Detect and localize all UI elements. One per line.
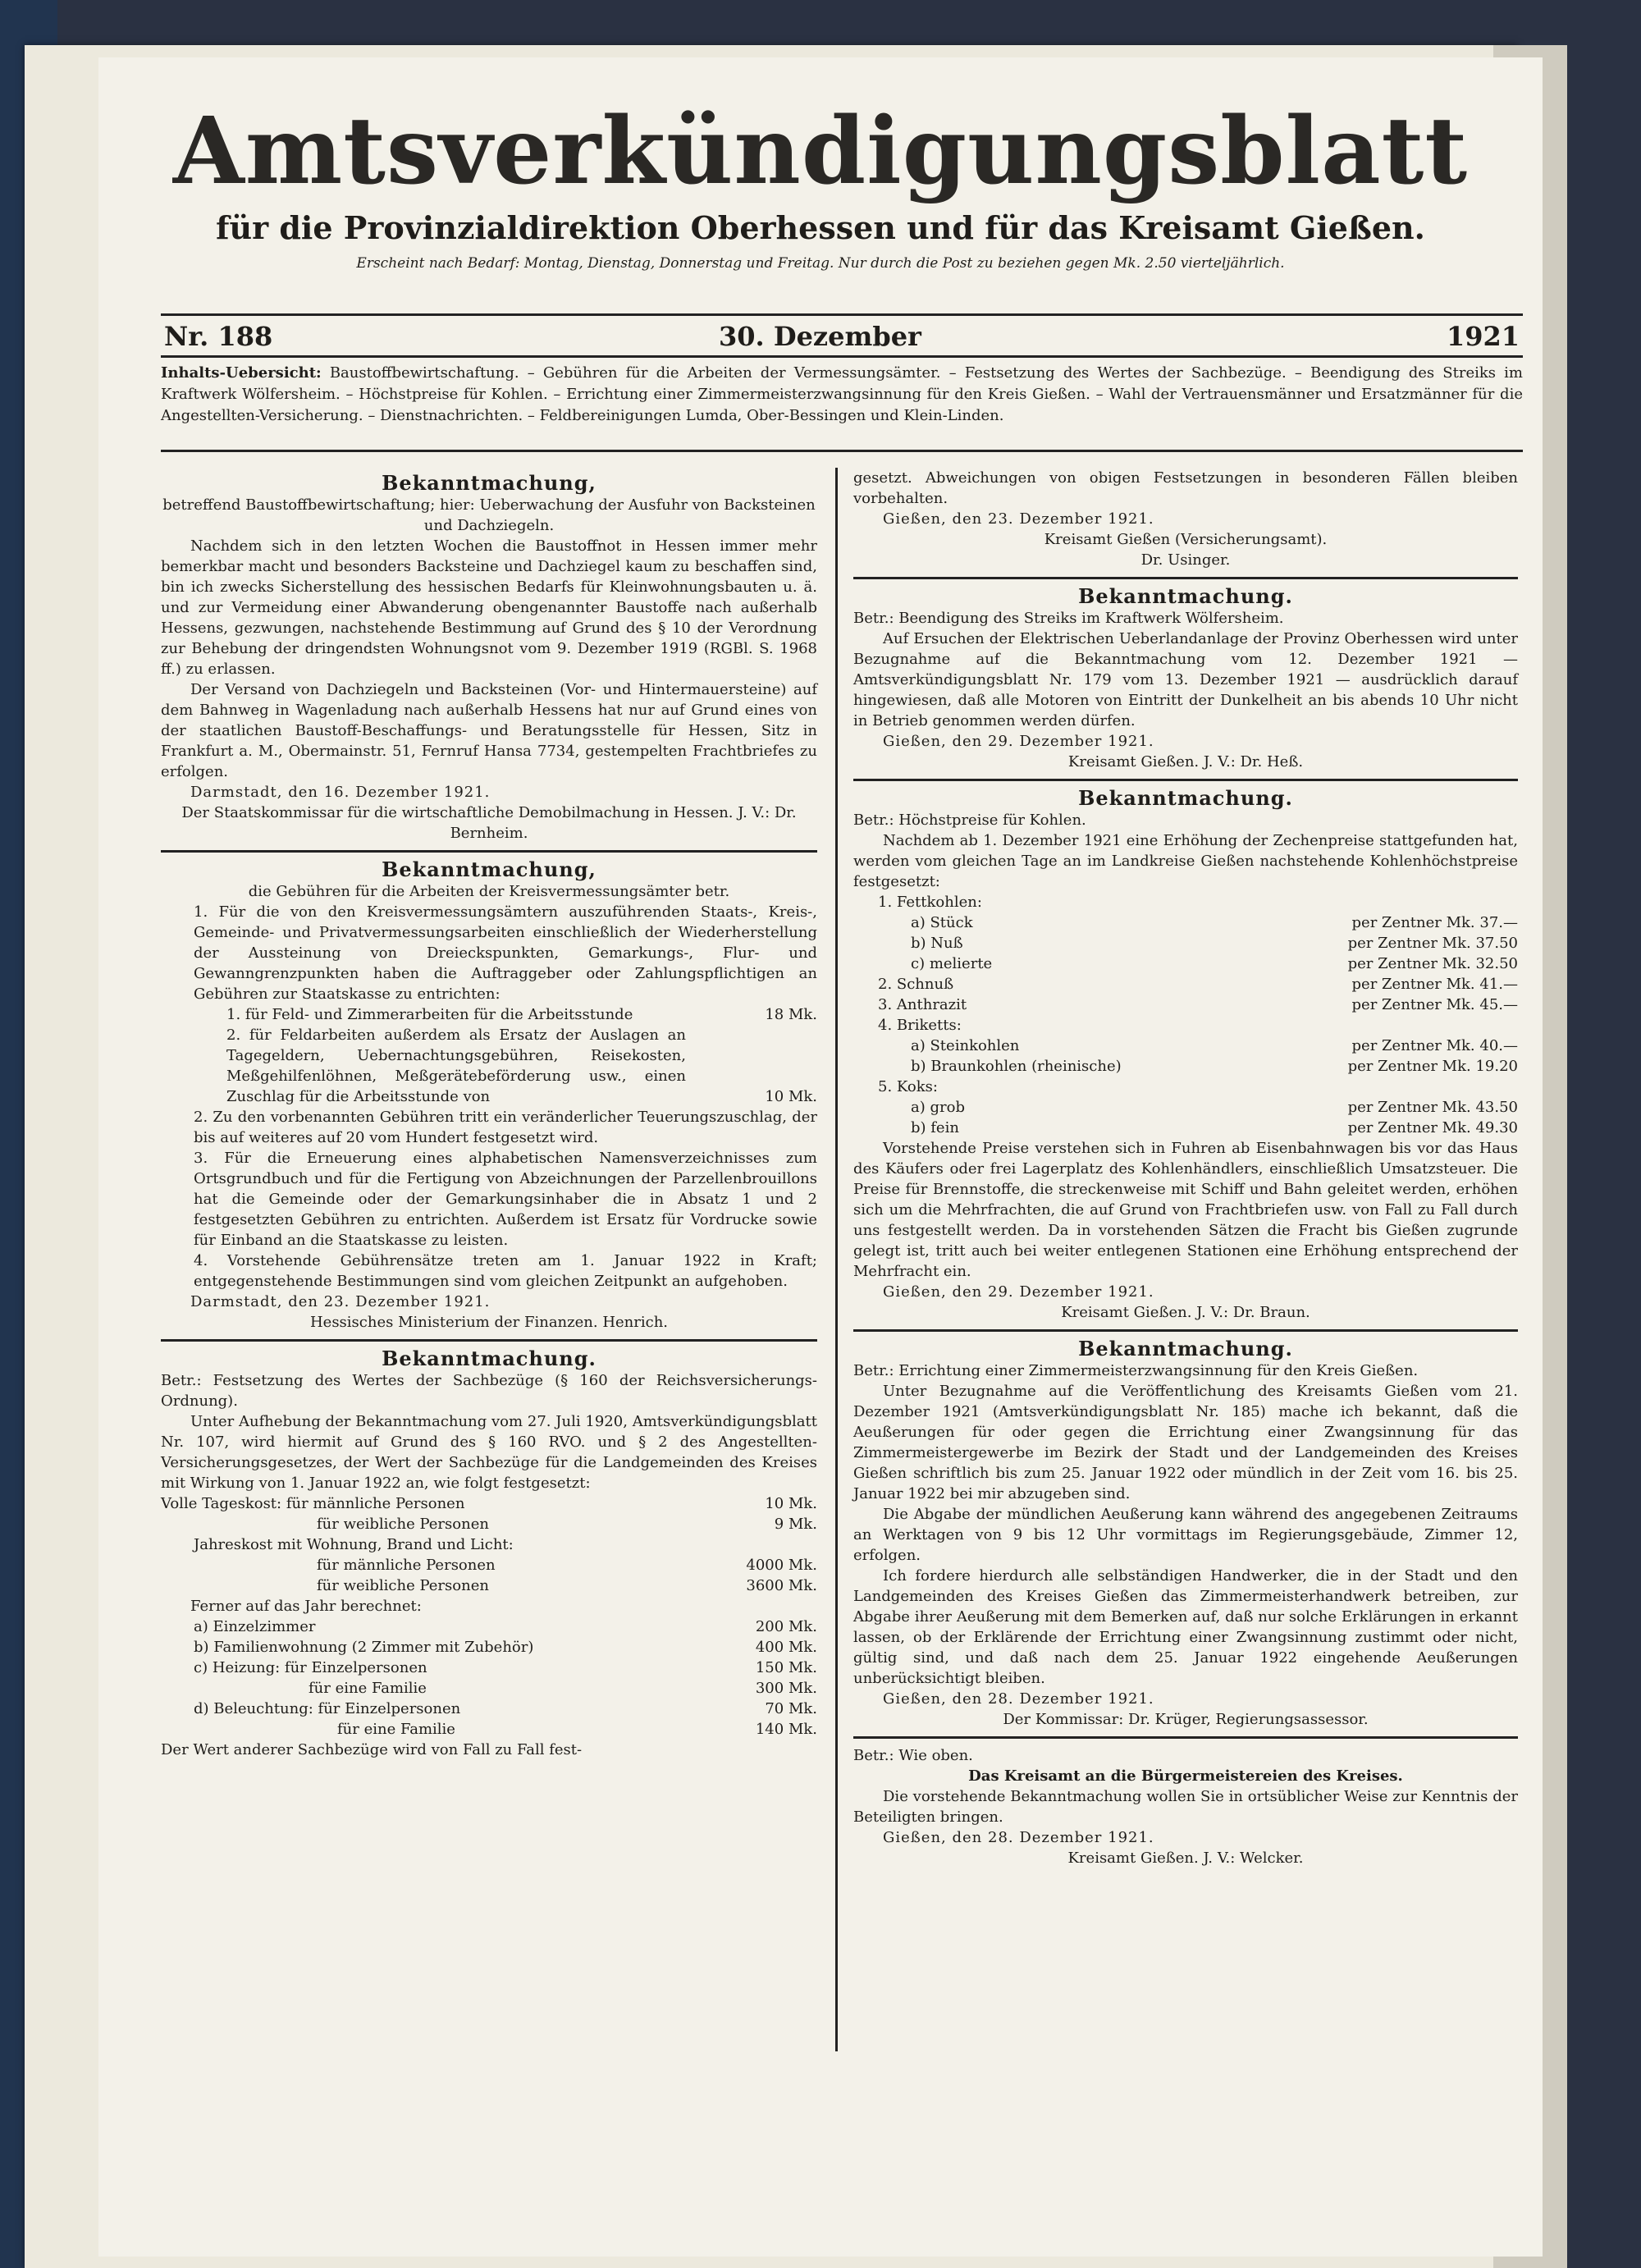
section-rule bbox=[853, 577, 1518, 579]
price-group: 1. Fettkohlen: bbox=[878, 894, 982, 911]
notice-paragraph: Die vorstehende Bekanntmachung wollen Sie in ortsüblicher Weise zur Kenntnis der Beteiligten bringen. bbox=[853, 1788, 1518, 1826]
price-label: 2. Schnuß bbox=[878, 976, 954, 993]
value-row bbox=[161, 1719, 817, 1740]
price-row bbox=[853, 1036, 1518, 1056]
price-row bbox=[853, 1056, 1518, 1077]
masthead-title: Amtsverkündigungsblatt bbox=[172, 98, 1469, 205]
list-item: 2. Zu den vorbenannten Gebühren tritt ein veränderlicher Teuerungszuschlag, der bis auf weiteres auf 20 vom Hundert festgesetzt wird. bbox=[194, 1109, 817, 1146]
notice-paragraph: Der Versand von Dachziegeln und Backsteinen (Vor- und Hintermauersteine) auf dem Bahnweg in Wagenladung nach außerhalb Hessens hat nur auf Grund eines von der staatlichen Baustoff-Beschaffungs- und Beratungsstelle für Hessen, Sitz in Frankfurt a. M., Obermainstr. 51, Fernruf Hansa 7734, gestempelten Frachtbriefes zu erfolgen. bbox=[161, 681, 817, 780]
value-amount: 400 Mk. bbox=[755, 1639, 817, 1656]
notice-paragraph: Auf Ersuchen der Elektrischen Ueberlandanlage der Provinz Oberhessen wird unter Bezugnahme auf die Bekanntmachung vom 12. Dezember 1921 — Amtsverkündigungsblatt Nr. 179 vom 13. Dezember 1921 — ausdrücklich darauf hingewiesen, daß alle Motoren von Eintritt der Dunkelheit an bis abends 10 Uhr nicht in Betrieb genommen werden dürfen. bbox=[853, 630, 1518, 729]
value-label: Jahreskost mit Wohnung, Brand und Licht: bbox=[194, 1536, 514, 1553]
notice-paragraph: Unter Aufhebung der Bekanntmachung vom 27. Juli 1920, Amtsverkündigungsblatt Nr. 107, wird hiermit auf Grund des § 160 RVO. und § 2 des Angestellten-Versicherungsgesetzes, der Wert der Sachbezüge für die Landgemeinden des Kreises mit Wirkung von 1. Januar 1922 an, wie folgt festgesetzt: bbox=[161, 1413, 817, 1492]
price-row bbox=[853, 953, 1518, 974]
value-amount: 10 Mk. bbox=[765, 1495, 817, 1512]
value-row bbox=[161, 1616, 817, 1637]
fee-label: 2. für Feldarbeiten außerdem als Ersatz der Auslagen an Tagegeldern, Uebernachtungsgebühren, Reisekosten, Meßgehilfenlöhnen, Meßgerätebeförderung usw., einen Zuschlag für die Arbeitsstunde von bbox=[226, 1027, 686, 1105]
fee-row bbox=[161, 1004, 817, 1025]
price-row bbox=[853, 995, 1518, 1015]
value-label: für eine Familie bbox=[337, 1721, 455, 1738]
left-column bbox=[161, 468, 817, 1760]
price-group: 4. Briketts: bbox=[878, 1017, 962, 1034]
value-amount: 4000 Mk. bbox=[746, 1557, 817, 1574]
right-column bbox=[853, 468, 1518, 1868]
price-label: 3. Anthrazit bbox=[878, 996, 967, 1013]
value-label: für eine Familie bbox=[309, 1680, 427, 1697]
notice-heading: Bekanntmachung. bbox=[1078, 1337, 1293, 1360]
contents-label: Inhalts-Uebersicht: bbox=[161, 364, 322, 382]
value-amount: 200 Mk. bbox=[755, 1618, 817, 1635]
notice-signature: Kreisamt Gießen. J. V.: Welcker. bbox=[1067, 1850, 1304, 1867]
price-label: b) Braunkohlen (rheinische) bbox=[911, 1058, 1122, 1075]
value-label: für weibliche Personen bbox=[317, 1577, 489, 1594]
price-value: per Zentner Mk. 49.30 bbox=[1347, 1119, 1518, 1136]
newspaper-page bbox=[98, 57, 1543, 2257]
notice-date: Gießen, den 29. Dezember 1921. bbox=[883, 1283, 1154, 1301]
notice-signature: Kreisamt Gießen. J. V.: Dr. Braun. bbox=[1061, 1304, 1310, 1321]
fee-value: 18 Mk. bbox=[765, 1006, 817, 1023]
notice-date: Gießen, den 28. Dezember 1921. bbox=[883, 1829, 1154, 1846]
price-label: a) Stück bbox=[911, 914, 973, 931]
value-label: b) Familienwohnung (2 Zimmer mit Zubehör) bbox=[194, 1639, 534, 1656]
masthead-subtitle: für die Provinzialdirektion Oberhessen und für das Kreisamt Gießen. bbox=[216, 209, 1425, 246]
notice-heading: Bekanntmachung, bbox=[382, 857, 597, 881]
issue-date: 30. Dezember bbox=[719, 321, 921, 352]
value-label: d) Beleuchtung: für Einzelpersonen bbox=[194, 1700, 461, 1717]
value-amount: 70 Mk. bbox=[765, 1700, 817, 1717]
section-rule bbox=[853, 1329, 1518, 1332]
notice-date: Darmstadt, den 16. Dezember 1921. bbox=[190, 784, 491, 801]
price-value: per Zentner Mk. 37.— bbox=[1351, 914, 1518, 931]
value-amount: 3600 Mk. bbox=[746, 1577, 817, 1594]
notice-paragraph: Der Wert anderer Sachbezüge wird von Fall zu Fall fest- bbox=[161, 1741, 583, 1758]
value-row bbox=[161, 1699, 817, 1719]
price-group: 5. Koks: bbox=[878, 1078, 938, 1095]
value-label: für männliche Personen bbox=[317, 1557, 496, 1574]
notice-signature: Der Staatskommissar für die wirtschaftliche Demobilmachung in Hessen. J. V.: Dr. Bernheim. bbox=[181, 804, 797, 842]
notice-subject: Betr.: Festsetzung des Wertes der Sachbezüge (§ 160 der Reichsversicherungs-Ordnung). bbox=[161, 1372, 817, 1410]
notice-date: Gießen, den 23. Dezember 1921. bbox=[883, 510, 1154, 528]
column-divider bbox=[835, 468, 838, 2051]
price-label: b) fein bbox=[911, 1119, 959, 1136]
value-amount: 150 Mk. bbox=[755, 1659, 817, 1676]
notice-subject: Betr.: Errichtung einer Zimmermeisterzwangsinnung für den Kreis Gießen. bbox=[853, 1362, 1419, 1379]
value-row bbox=[161, 1555, 817, 1575]
notice-subject: Betr.: Beendigung des Streiks im Kraftwerk Wölfersheim. bbox=[853, 610, 1284, 627]
price-value: per Zentner Mk. 32.50 bbox=[1347, 955, 1518, 972]
fee-label: 1. für Feld- und Zimmerarbeiten für die Arbeitsstunde bbox=[226, 1006, 633, 1023]
issue-line bbox=[161, 313, 1523, 358]
notice-paragraph: Ich fordere hierdurch alle selbständigen Handwerker, die in der Stadt und den Landgemeinden des Kreises Gießen das Zimmermeisterhandwerk betreiben, zur Abgabe ihrer Aeußerung mit dem Bemerken auf, daß nur solche Erklärungen in erkannt lassen, ob der Erklärende der Errichtung einer Zwangsinnung zustimmt oder nicht, gültig sind, und daß nach dem 25. Januar 1922 eingehende Aeußerungen unberücksichtigt bleiben. bbox=[853, 1567, 1518, 1687]
value-row bbox=[161, 1575, 817, 1596]
notice-paragraph: Nachdem sich in den letzten Wochen die Baustoffnot in Hessen immer mehr bemerkbar macht und besonders Backsteine und Dachziegel kaum zu beschaffen sind, bin ich zwecks Sicherstellung des hessischen Bedarfs für Kleinwohnungsbauten u. ä. und zur Vermeidung einer Abwanderung obengenannter Baustoffe nach außerhalb Hessens, gezwungen, nachstehende Bestimmung auf Grund des § 10 der Verordnung zur Behebung der dringendsten Wohnungsnot vom 9. Dezember 1919 (RGBl. S. 1968 ff.) zu erlassen. bbox=[161, 537, 817, 678]
notice-heading: Bekanntmachung. bbox=[1078, 786, 1293, 810]
price-row bbox=[853, 1118, 1518, 1138]
notice-subject: betreffend Baustoffbewirtschaftung; hier: Ueberwachung der Ausfuhr von Backsteinen und Dachziegeln. bbox=[162, 496, 816, 534]
notice-paragraph: Vorstehende Preise verstehen sich in Fuhren ab Eisenbahnwagen bis vor das Haus des Käufers oder frei Lagerplatz des Kohlenhändlers, einschließlich Umsatzsteuer. Die Preise für Brennstoffe, die streckenweise mit Schiff und Bahn geleitet werden, erhöhen sich um die Mehrfrachten, die auf Grund von Frachtbriefen usw. von Fall zu Fall durch uns festgestellt werden. Da in vorstehenden Sätzen die Fracht bis Gießen zugrunde gelegt ist, tritt auch bei weiter entlegenen Stationen eine Erhöhung entsprechend der Mehrfracht ein. bbox=[853, 1140, 1518, 1280]
section-rule bbox=[161, 1339, 817, 1342]
publication-note: Erscheint nach Bedarf: Montag, Dienstag, Donnerstag und Freitag. Nur durch die Post zu beziehen gegen Mk. 2.50 vierteljährlich. bbox=[356, 255, 1285, 272]
notice-subject: Betr.: Höchstpreise für Kohlen. bbox=[853, 812, 1086, 829]
value-amount: 140 Mk. bbox=[755, 1721, 817, 1738]
price-label: b) Nuß bbox=[911, 935, 963, 952]
price-value: per Zentner Mk. 40.— bbox=[1351, 1037, 1518, 1054]
value-amount: 300 Mk. bbox=[755, 1680, 817, 1697]
value-label: Volle Tageskost: für männliche Personen bbox=[161, 1495, 465, 1512]
notice-signature: Dr. Usinger. bbox=[1140, 551, 1231, 569]
price-value: per Zentner Mk. 45.— bbox=[1351, 996, 1518, 1013]
section-rule bbox=[853, 779, 1518, 781]
notice-heading: Bekanntmachung. bbox=[382, 1347, 597, 1370]
price-label: a) Steinkohlen bbox=[911, 1037, 1020, 1054]
price-value: per Zentner Mk. 37.50 bbox=[1347, 935, 1518, 952]
value-label: c) Heizung: für Einzelpersonen bbox=[194, 1659, 427, 1676]
price-row bbox=[853, 933, 1518, 953]
notice-paragraph: Nachdem ab 1. Dezember 1921 eine Erhöhung der Zechenpreise stattgefunden hat, werden vom gleichen Tage an im Landkreise Gießen nachstehende Kohlenhöchstpreise festgesetzt: bbox=[853, 832, 1518, 890]
section-rule bbox=[161, 850, 817, 853]
price-value: per Zentner Mk. 19.20 bbox=[1347, 1058, 1518, 1075]
contents-text: Baustoffbewirtschaftung. – Gebühren für die Arbeiten der Vermessungsämter. – Festsetzung des Wertes der Sachbezüge. – Beendigung des Streiks im Kraftwerk Wölfersheim. – Höchstpreise für Kohlen. – Errichtung einer Zimmermeisterzwangsinnung für den Kreis Gießen. – Wahl der Vertrauensmänner und Ersatzmänner für die Angestellten-Versicherung. – Dienstnachrichten. – Feldbereinigungen Lumda, Ober-Bessingen und Klein-Linden. bbox=[161, 364, 1523, 424]
value-row bbox=[161, 1493, 817, 1514]
notice-signature: Kreisamt Gießen (Versicherungsamt). bbox=[1044, 531, 1328, 548]
issue-year: 1921 bbox=[1446, 321, 1520, 352]
contents-rule bbox=[161, 450, 1523, 452]
notice-heading: Bekanntmachung. bbox=[1078, 584, 1293, 608]
table-of-contents bbox=[161, 363, 1523, 427]
price-label: a) grob bbox=[911, 1099, 965, 1116]
value-row bbox=[161, 1678, 817, 1699]
list-item: 1. Für die von den Kreisvermessungsämtern auszuführenden Staats-, Kreis-, Gemeinde- und Privatvermessungsarbeiten einschließlich der Wiederherstellung der Aussteinung von Dreieckspunkten, Gemarkungs-, Flur- und Gewanngrenzpunkten haben die Auftraggeber oder Zahlungspflichtigen an Gebühren zur Staatskasse zu entrichten: bbox=[194, 903, 817, 1003]
issue-number: Nr. 188 bbox=[164, 321, 273, 352]
notice-subject: Betr.: Wie oben. bbox=[853, 1747, 973, 1764]
value-label: a) Einzelzimmer bbox=[194, 1618, 316, 1635]
notice-signature: Kreisamt Gießen. J. V.: Dr. Heß. bbox=[1067, 753, 1304, 770]
price-value: per Zentner Mk. 43.50 bbox=[1347, 1099, 1518, 1116]
notice-signature: Hessisches Ministerium der Finanzen. Henrich. bbox=[309, 1314, 669, 1331]
notice-paragraph: gesetzt. Abweichungen von obigen Festsetzungen in besonderen Fällen bleiben vorbehalten. bbox=[853, 469, 1518, 507]
fee-row bbox=[161, 1025, 817, 1107]
value-amount: 9 Mk. bbox=[774, 1516, 817, 1533]
fee-value: 10 Mk. bbox=[765, 1088, 817, 1105]
notice-subject: die Gebühren für die Arbeiten der Kreisvermessungsämter betr. bbox=[248, 883, 730, 900]
price-row bbox=[853, 912, 1518, 933]
price-row bbox=[853, 1097, 1518, 1118]
price-row bbox=[853, 974, 1518, 995]
value-row bbox=[161, 1637, 817, 1658]
section-rule bbox=[853, 1736, 1518, 1739]
notice-date: Gießen, den 29. Dezember 1921. bbox=[883, 733, 1154, 750]
notice-addressee: Das Kreisamt an die Bürgermeistereien des Kreises. bbox=[968, 1767, 1403, 1785]
notice-paragraph: Die Abgabe der mündlichen Aeußerung kann während des angegebenen Zeitraums an Werktagen von 9 bis 12 Uhr vormittags im Regierungsgebäude, Zimmer 12, erfolgen. bbox=[853, 1506, 1518, 1564]
list-item: 3. Für die Erneuerung eines alphabetischen Namensverzeichnisses zum Ortsgrundbuch und für die Fertigung von Abzeichnungen der Parzellenbrouillons hat die Gemeinde oder der Gemarkungsinhaber die in Absatz 1 und 2 festgesetzten Gebühren zu entrichten. Außerdem ist Ersatz für Vordrucke sowie für Einband an die Staatskasse zu leisten. bbox=[194, 1150, 817, 1249]
price-label: c) melierte bbox=[911, 955, 993, 972]
value-row bbox=[161, 1658, 817, 1678]
notice-signature: Der Kommissar: Dr. Krüger, Regierungsassessor. bbox=[1003, 1711, 1369, 1728]
price-value: per Zentner Mk. 41.— bbox=[1351, 976, 1518, 993]
list-item: 4. Vorstehende Gebührensätze treten am 1. Januar 1922 in Kraft; entgegenstehende Bestimmungen sind vom gleichen Zeitpunkt an aufgehoben. bbox=[194, 1252, 817, 1290]
notice-heading: Bekanntmachung, bbox=[382, 471, 597, 495]
value-row bbox=[161, 1514, 817, 1534]
notice-date: Gießen, den 28. Dezember 1921. bbox=[883, 1690, 1154, 1708]
notice-date: Darmstadt, den 23. Dezember 1921. bbox=[190, 1293, 491, 1310]
value-label: für weibliche Personen bbox=[317, 1516, 489, 1533]
value-label: Ferner auf das Jahr berechnet: bbox=[190, 1598, 422, 1615]
masthead bbox=[98, 98, 1543, 276]
notice-paragraph: Unter Bezugnahme auf die Veröffentlichung des Kreisamts Gießen vom 21. Dezember 1921 (Amtsverkündigungsblatt Nr. 185) mache ich bekannt, daß die Aeußerungen für oder gegen die Errichtung einer Zwangsinnung für das Zimmermeistergewerbe im Bezirk der Stadt und der Landgemeinden des Kreises Gießen schriftlich bis zum 25. Januar 1922 oder mündlich in der Zeit vom 16. bis 25. Januar 1922 bei mir abzugeben sind. bbox=[853, 1383, 1518, 1502]
